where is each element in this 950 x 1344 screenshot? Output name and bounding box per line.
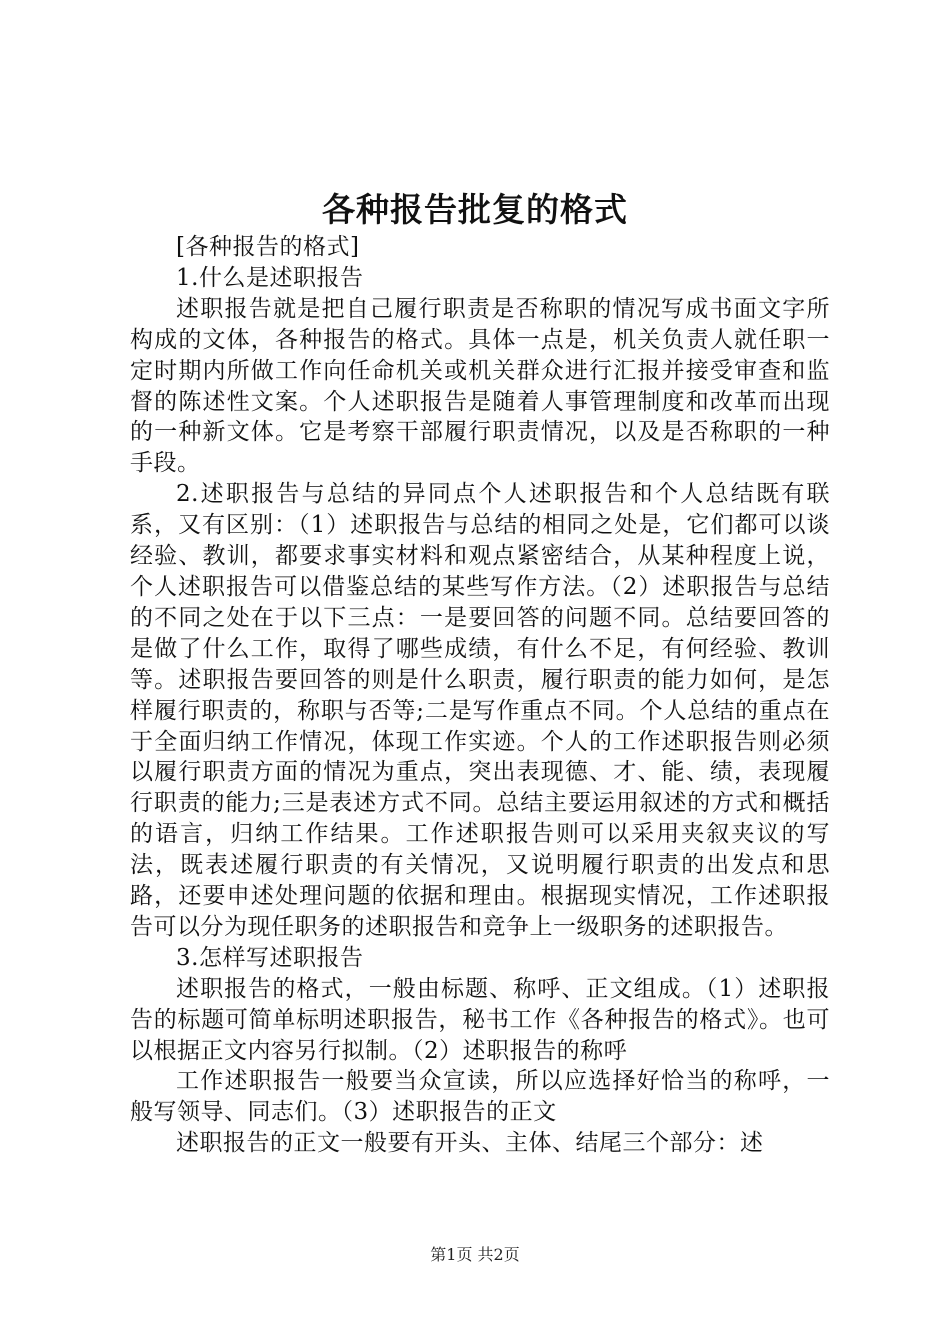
paragraph-definition: 述职报告就是把自己履行职责是否称职的情况写成书面文字所构成的文体，各种报告的格式。具体一点是，机关负责人就任职一定时期内所做工作向任命机关或机关群众进行汇报并接受审查和监督的陈述性文案。个人述职报告是随着人事管理制度和改革而出现的一种新文体。它是考察干部履行职责情况，以及是否称职的一种手段。: [130, 295, 830, 477]
paragraph-format: 述职报告的格式，一般由标题、称呼、正文组成。（1）述职报告的标题可简单标明述职报告，秘书工作《各种报告的格式》。也可以根据正文内容另行拟制。（2）述职报告的称呼: [130, 975, 830, 1064]
paragraph-body-structure: 述职报告的正文一般要有开头、主体、结尾三个部分：述: [176, 1130, 764, 1157]
paragraph-comparison: 2.述职报告与总结的异同点个人述职报告和个人总结既有联系，又有区别：（1）述职报告与总结的相同之处是，它们都可以谈经验、教训，都要求事实材料和观点紧密结合，从某种程度上说，个人述职报告可以借鉴总结的某些写作方法。（2）述职报告与总结的不同之处在于以下三点：一是要回答的问题不同。总结要回答的是做了什么工作，取得了哪些成绩，有什么不足，有何经验、教训等。述职报告要回答的则是什么职责，履行职责的能力如何，是怎样履行职责的，称职与否等;二是写作重点不同。个人总结的重点在于全面归纳工作情况，体现工作实迹。个人的工作述职报告则必须以履行职责方面的情况为重点，突出表现德、才、能、绩，表现履行职责的能力;三是表述方式不同。总结主要运用叙述的方式和概括的语言，归纳工作结果。工作述职报告则可以采用夹叙夹议的写法，既表述履行职责的有关情况，又说明履行职责的出发点和思路，还要申述处理问题的依据和理由。根据现实情况，工作述职报告可以分为现任职务的述职报告和竞争上一级职务的述职报告。: [130, 481, 830, 940]
paragraph-section-tag: [各种报告的格式]: [176, 234, 360, 260]
document-body: [130, 232, 830, 1159]
heading-what-is-report: 1.什么是述职报告: [176, 264, 364, 291]
page-number-footer: 第1页 共2页: [430, 1245, 520, 1264]
heading-how-to-write: 3.怎样写述职报告: [176, 944, 364, 971]
paragraph-salutation: 工作述职报告一般要当众宣读，所以应选择好恰当的称呼，一般写领导、同志们。（3）述职报告的正文: [130, 1068, 830, 1126]
document-title: 各种报告批复的格式: [322, 190, 628, 229]
